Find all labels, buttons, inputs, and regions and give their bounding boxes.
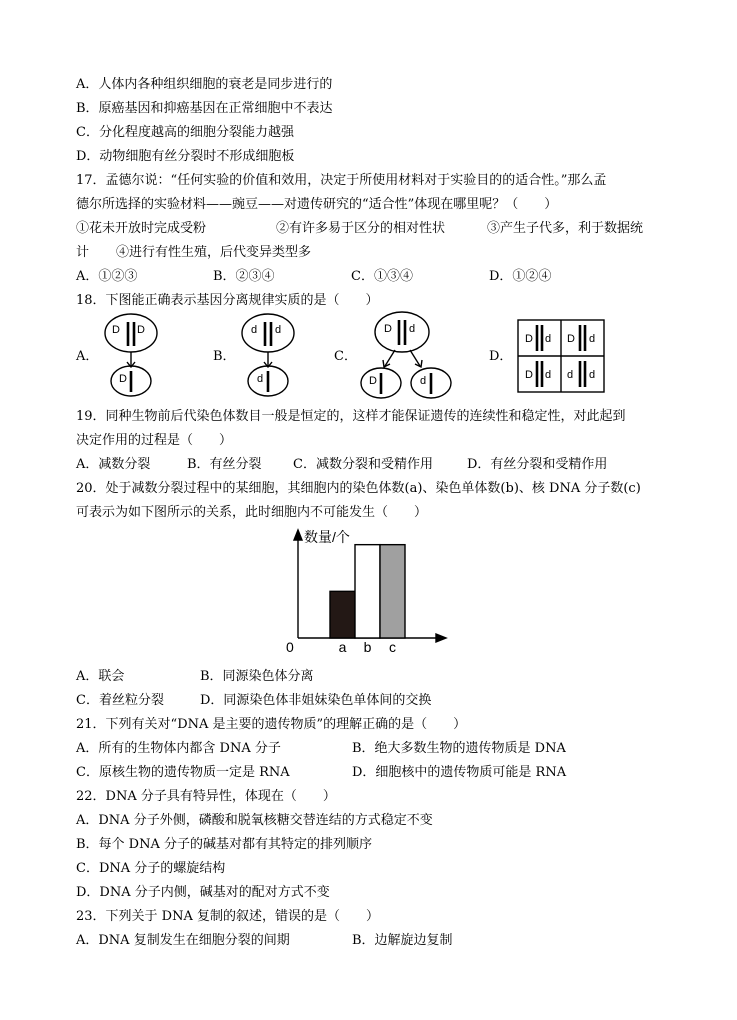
q18-d-cell2-left: D [567,333,575,345]
q17-stem-line1: 17．孟德尔说：“任何实验的价值和效用，决定于所使用材料对于实验目的的适合性。”那么孟 [76,173,607,188]
q20-stem-line2: 可表示为如下图所示的关系，此时细胞内不可能发生（ ） [76,505,428,520]
q23-stem: 23．下列关于 DNA 复制的叙述，错误的是（ ） [76,909,379,924]
q21-option-c: C．原核生物的遗传物质一定是 RNA [76,765,290,780]
q19-option-b: B．有丝分裂 [187,457,262,472]
q22-option-d: D．DNA 分子内侧，碱基对的配对方式不变 [76,885,330,900]
q20-bar-chart [278,522,454,656]
q16-option-a: A．人体内各种组织细胞的衰老是同步进行的 [76,77,333,92]
chart-origin-label: 0 [286,639,294,655]
q16-option-c: C．分化程度越高的细胞分裂能力越强 [76,125,294,140]
q17-item-3-cont: 计 [76,245,90,260]
q18-c-gamete-2-allele: d [420,375,427,387]
q22-option-b: B．每个 DNA 分子的碱基对都有其特定的排列顺序 [76,837,373,852]
q18-d-cell2-right: d [589,333,596,345]
q18-option-b-label: B． [213,349,236,364]
q18-d-cell1-left: D [525,333,533,345]
chart-y-label: 数量/个 [304,529,350,545]
q19-option-a: A．减数分裂 [76,457,151,472]
chart-x-axis-arrow [436,634,446,642]
q21-option-a: A．所有的生物体内都含 DNA 分子 [76,741,281,756]
q18-d-cell3-right: d [545,369,552,381]
chart-x-tick-b: b [363,639,372,655]
q18-option-a-label: A． [76,349,99,364]
q22-option-a: A．DNA 分子外侧，磷酸和脱氧核糖交替连结的方式稳定不变 [76,813,433,828]
q21-option-b: B．绝大多数生物的遗传物质是 DNA [352,741,566,756]
q17-item-1: ①花未开放时完成受粉 [76,221,207,236]
chart-y-axis-arrow [294,530,302,540]
q18-a-gamete-allele: D [119,373,127,385]
q18-d-cell4-right: d [589,369,596,381]
q20-stem-line1: 20．处于减数分裂过程中的某细胞，其细胞内的染色体数(a)、染色单体数(b)、核 DNA 分子数(c) [76,481,641,496]
q17-option-a: A．①②③ [76,269,138,284]
chart-x-tick-c: c [389,639,396,655]
q18-a-allele-right: D [137,324,145,336]
q23-option-a: A．DNA 复制发生在细胞分裂的间期 [76,933,290,948]
q20-option-c: C．着丝粒分裂 [76,693,164,708]
q16-option-d: D．动物细胞有丝分裂时不形成细胞板 [76,149,295,164]
q18-option-c-label: C． [334,349,357,364]
q20-option-b: B．同源染色体分离 [200,669,314,684]
q16-option-b: B．原癌基因和抑癌基因在正常细胞中不表达 [76,101,333,116]
q18-stem: 18．下图能正确表示基因分离规律实质的是（ ） [76,293,379,308]
q22-option-c: C．DNA 分子的螺旋结构 [76,861,226,876]
q18-c-allele-left: D [384,323,392,335]
q18-c-gamete-1-allele: D [369,375,377,387]
q19-option-d: D．有丝分裂和受精作用 [467,457,608,472]
q17-item-2: ②有许多易于区分的相对性状 [276,221,446,236]
q18-b-allele-left: d [251,324,258,336]
q18-d-cell1-right: d [545,333,552,345]
chart-x-tick-a: a [338,639,347,655]
q22-stem: 22．DNA 分子具有特异性，体现在（ ） [76,789,336,804]
q18-option-d-label: D． [489,349,513,364]
q21-option-d: D．细胞核中的遗传物质可能是 RNA [352,765,567,780]
chart-bar-c [380,545,405,638]
q18-b-parent-cell [242,314,294,352]
q19-option-c: C．减数分裂和受精作用 [293,457,433,472]
q19-stem-line2: 决定作用的过程是（ ） [76,433,233,448]
chart-bar-b [355,545,380,638]
chart-bar-a [330,591,355,638]
q18-a-allele-left: D [112,324,120,336]
q17-option-d: D．①②④ [489,269,552,284]
q17-option-b: B．②③④ [213,269,275,284]
q17-item-3: ③产生子代多，利于数据统 [487,221,644,236]
q19-stem-line1: 19．同种生物前后代染色体数目一般是恒定的，这样才能保证遗传的连续性和稳定性，对此起到 [76,409,626,424]
q18-d-cell4-left: d [567,369,574,381]
q23-option-b: B．边解旋边复制 [352,933,453,948]
q17-item-4: ④进行有性生殖，后代变异类型多 [116,245,312,260]
q18-c-allele-right: d [409,323,416,335]
q17-option-c: C．①③④ [351,269,413,284]
q20-option-a: A．联会 [76,669,125,684]
q20-option-d: D．同源染色体非姐妹染色单体间的交换 [200,693,432,708]
q21-stem: 21．下列有关对“DNA 是主要的遗传物质”的理解正确的是（ ） [76,717,467,732]
q17-stem-line2: 德尔所选择的实验材料——豌豆——对遗传研究的“适合性”体现在哪里呢？（ ） [76,197,558,212]
q18-b-allele-right: d [275,324,282,336]
q18-d-cell3-left: D [525,369,533,381]
q18-b-gamete-allele: d [257,373,264,385]
